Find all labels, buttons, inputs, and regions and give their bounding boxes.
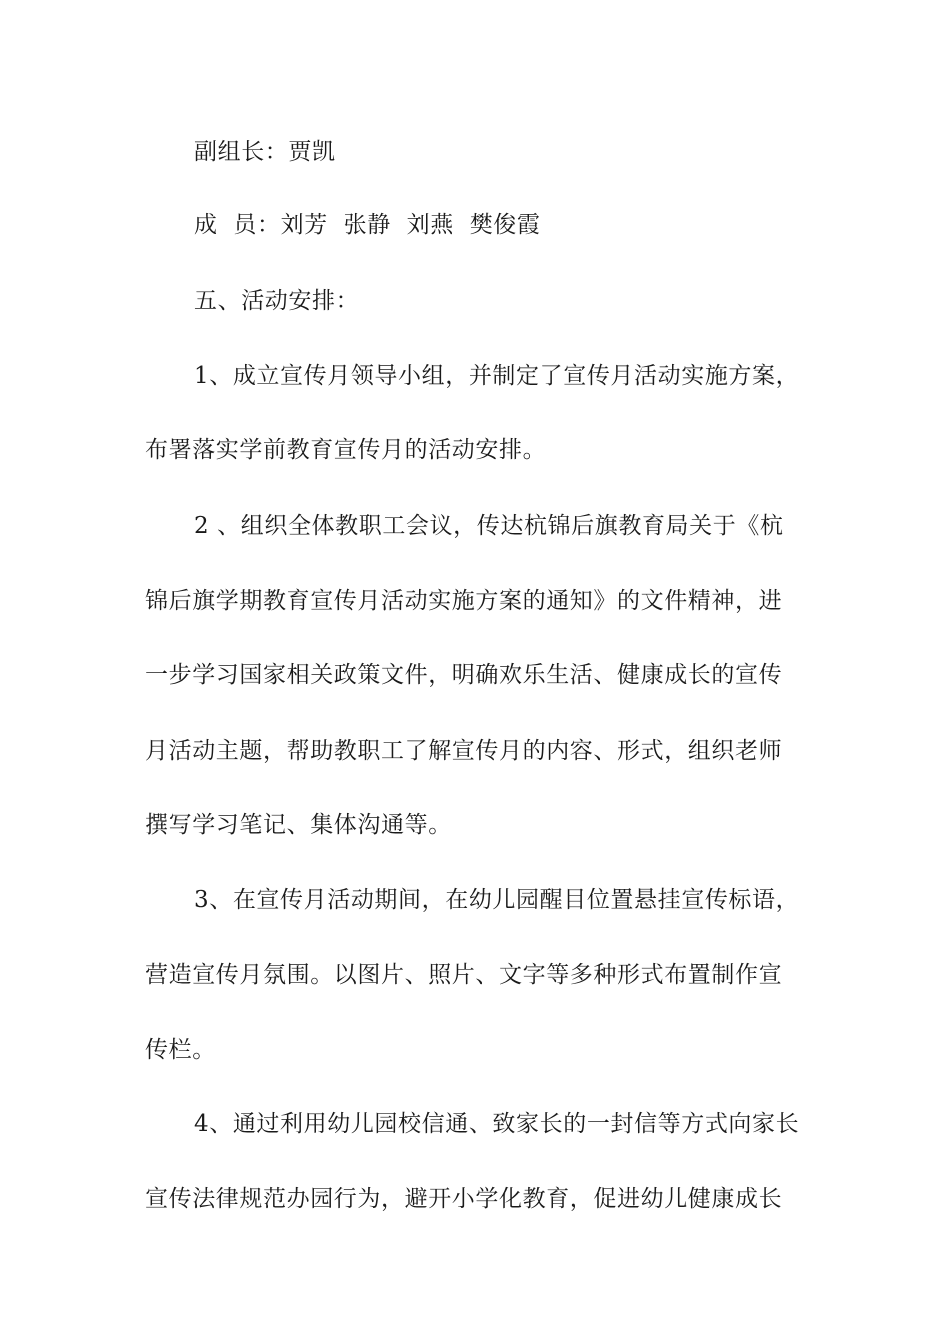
paragraph-2-line-3: 一步学习国家相关政策文件，明确欢乐生活、健康成长的宣传 [145, 662, 783, 688]
paragraph-3-line-3: 传栏。 [145, 1037, 216, 1063]
paragraph-2-line-2: 锦后旗学期教育宣传月活动实施方案的通知》的文件精神，进 [145, 588, 783, 614]
paragraph-4-line-2: 宣传法律规范办园行为，避开小学化教育，促进幼儿健康成长 [145, 1186, 783, 1212]
section-heading: 五、活动安排： [194, 288, 360, 314]
paragraph-3-line-2: 营造宣传月氛围。以图片、照片、文字等多种形式布置制作宣 [145, 962, 783, 988]
paragraph-1-line-2: 布署落实学前教育宣传月的活动安排。 [145, 437, 547, 463]
paragraph-3-line-1: 3、在宣传月活动期间，在幼儿园醒目位置悬挂宣传标语， [194, 887, 800, 913]
paragraph-2-line-4: 月活动主题，帮助教职工了解宣传月的内容、形式，组织老师 [145, 738, 783, 764]
deputy-leader-line: 副组长：贾凯 [194, 139, 336, 165]
paragraph-1-line-1: 1、成立宣传月领导小组，并制定了宣传月活动实施方案， [194, 363, 800, 389]
paragraph-4-line-1: 4、通过利用幼儿园校信通、致家长的一封信等方式向家长 [194, 1111, 800, 1137]
members-line: 成 员：刘芳 张静 刘燕 樊俊霞 [194, 212, 541, 238]
paragraph-2-line-5: 撰写学习笔记、集体沟通等。 [145, 812, 452, 838]
paragraph-2-line-1: 2 、组织全体教职工会议，传达杭锦后旗教育局关于《杭 [194, 513, 784, 539]
